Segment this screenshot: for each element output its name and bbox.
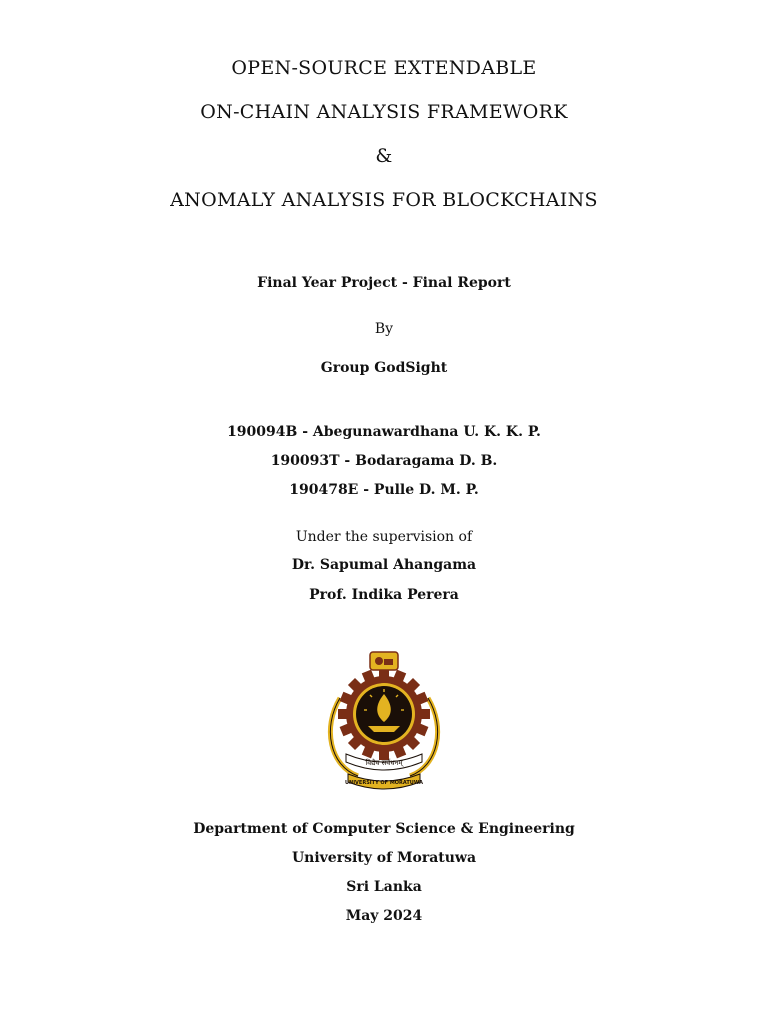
svg-text:विद्यैव सर्वधनम्: विद्यैव सर्वधनम् bbox=[365, 759, 403, 767]
svg-text:UNIVERSITY OF MORATUWA: UNIVERSITY OF MORATUWA bbox=[344, 780, 424, 786]
by-label: By bbox=[374, 321, 394, 337]
title-ampersand: & bbox=[375, 145, 393, 167]
report-type: Final Year Project - Final Report bbox=[257, 275, 511, 291]
title-line-4: ANOMALY ANALYSIS FOR BLOCKCHAINS bbox=[170, 189, 598, 211]
title-line-1: OPEN-SOURCE EXTENDABLE bbox=[231, 57, 537, 79]
date: May 2024 bbox=[345, 908, 423, 924]
member-3: 190478E - Pulle D. M. P. bbox=[289, 482, 479, 498]
group-name: Group GodSight bbox=[320, 360, 448, 376]
member-1: 190094B - Abegunawardhana U. K. K. P. bbox=[227, 424, 541, 440]
university-crest-icon bbox=[318, 648, 450, 790]
department: Department of Computer Science & Engineering bbox=[193, 821, 575, 837]
supervisor-1: Dr. Sapumal Ahangama bbox=[291, 557, 477, 573]
supervision-label: Under the supervision of bbox=[295, 529, 473, 545]
supervisor-2: Prof. Indika Perera bbox=[309, 587, 459, 603]
member-2: 190093T - Bodaragama D. B. bbox=[270, 453, 498, 469]
title-line-2: ON-CHAIN ANALYSIS FRAMEWORK bbox=[200, 101, 568, 123]
university: University of Moratuwa bbox=[291, 850, 477, 866]
country: Sri Lanka bbox=[346, 879, 422, 895]
